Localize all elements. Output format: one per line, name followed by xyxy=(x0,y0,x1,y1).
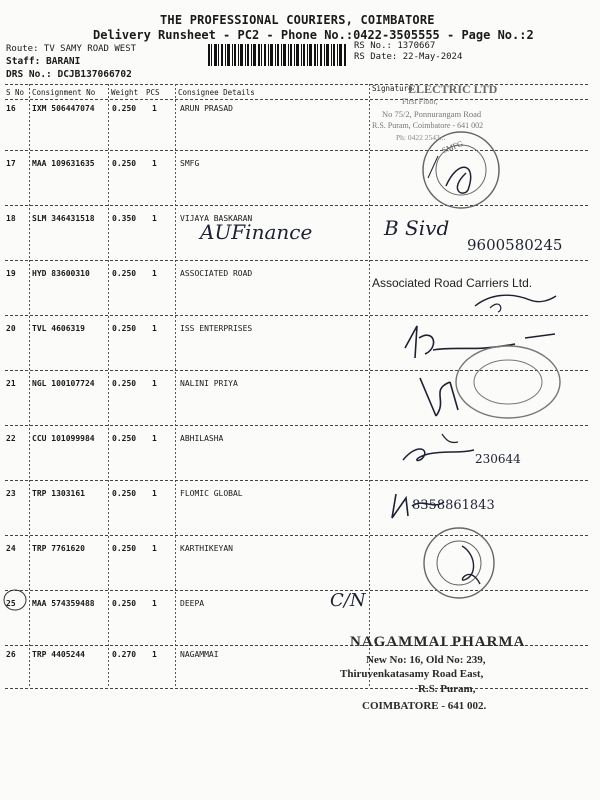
handwritten-note: AUFinance xyxy=(200,220,313,244)
row-consignee: ASSOCIATED ROAD xyxy=(180,269,253,278)
col-pcs: PCS xyxy=(146,88,160,97)
svg-text:SMFG: SMFG xyxy=(440,139,465,155)
row-weight: 0.350 xyxy=(112,214,137,223)
row-consignment-no: HYD 83600310 xyxy=(32,269,90,278)
row-consignee: SMFG xyxy=(180,159,200,168)
row25-cn-note: C/N xyxy=(330,590,366,611)
row-weight: 0.250 xyxy=(112,599,137,608)
row-consignment-no: SLM 346431518 xyxy=(32,214,95,223)
row-weight: 0.250 xyxy=(112,324,137,333)
row-pcs: 1 xyxy=(152,159,157,168)
row23-phone: 8358861843 xyxy=(412,498,495,513)
row-weight: 0.250 xyxy=(112,544,137,553)
drs-label: DRS No.: DCJB137066702 xyxy=(6,69,132,80)
row-consignment-no: MAA 109631635 xyxy=(32,159,95,168)
row-sno: 21 xyxy=(6,379,16,388)
row-consignment-no: IXM 506447074 xyxy=(32,104,95,113)
row-sno: 25 xyxy=(6,599,16,608)
row-weight: 0.250 xyxy=(112,269,137,278)
row-sno: 20 xyxy=(6,324,16,333)
row-pcs: 1 xyxy=(152,489,157,498)
row22-signature xyxy=(398,430,478,470)
row-consignee: VIJAYA BASKARAN xyxy=(180,214,253,223)
row-pcs: 1 xyxy=(152,599,157,608)
electric-ltd-stamp: ELECTRIC LTD First Floor, No 75/2, Ponnurangam Road R.S. Puram, Coimbatore - 641 002 Ph: 0422 2543... xyxy=(372,82,498,142)
row-pcs: 1 xyxy=(152,324,157,333)
row-pcs: 1 xyxy=(152,269,157,278)
row21-signature xyxy=(410,370,470,422)
row-pcs: 1 xyxy=(152,434,157,443)
row-consignment-no: TVL 4606319 xyxy=(32,324,85,333)
route-label: Route: TV SAMY ROAD WEST xyxy=(6,44,137,54)
row-consignee: ABHILASHA xyxy=(180,434,224,443)
row-sno: 26 xyxy=(6,650,16,659)
row-sno: 17 xyxy=(6,159,16,168)
row-sno: 22 xyxy=(6,434,16,443)
row-consignment-no: CCU 101099984 xyxy=(32,434,95,443)
rs-number: RS No.: 1370667 xyxy=(354,41,436,51)
handwritten-signature: B Sivd xyxy=(384,216,450,240)
row-sno: 24 xyxy=(6,544,16,553)
barcode xyxy=(208,44,348,66)
row-weight: 0.250 xyxy=(112,159,137,168)
row-weight: 0.250 xyxy=(112,489,137,498)
row-consignment-no: MAA 574359488 xyxy=(32,599,95,608)
nagammai-pharma-stamp: NAGAMMAI PHARMA New No: 16, Old No: 239, Thiruvenkatasamy Road East, R.S. Puram, COIMBATORE - 641 002. xyxy=(340,634,526,712)
row-sno: 16 xyxy=(6,104,16,113)
row-consignee: ARUN PRASAD xyxy=(180,104,233,113)
col-consignee: Consignee Details xyxy=(178,88,255,97)
row-weight: 0.250 xyxy=(112,104,137,113)
smfg-round-stamp xyxy=(418,128,504,212)
row-consignment-no: TRP 4405244 xyxy=(32,650,85,659)
row-consignment-no: NGL 100107724 xyxy=(32,379,95,388)
row-sno: 23 xyxy=(6,489,16,498)
row-consignment-no: TRP 7761620 xyxy=(32,544,85,553)
row-consignee: DEEPA xyxy=(180,599,205,608)
row-consignee: KARTHIKEYAN xyxy=(180,544,233,553)
row-pcs: 1 xyxy=(152,214,157,223)
row19-signature xyxy=(470,290,560,316)
handwritten-phone: 9600580245 xyxy=(467,236,563,254)
row-weight: 0.250 xyxy=(112,379,137,388)
row-sno: 18 xyxy=(6,214,16,223)
col-sno: S No xyxy=(6,88,25,97)
row22-phone: 230644 xyxy=(475,452,521,466)
row-consignee: ISS ENTERPRISES xyxy=(180,324,253,333)
col-signature: Signature xyxy=(372,84,413,93)
row-consignee: NAGAMMAI xyxy=(180,650,219,659)
runsheet-subtitle: Delivery Runsheet - PC2 - Phone No.:0422-3505555 - Page No.:2 xyxy=(93,28,534,42)
row-weight: 0.270 xyxy=(112,650,137,659)
row-consignee: FLOMIC GLOBAL xyxy=(180,489,243,498)
company-title: THE PROFESSIONAL COURIERS, COIMBATORE xyxy=(160,13,435,27)
row-pcs: 1 xyxy=(152,379,157,388)
row-consignee: NALINI PRIYA xyxy=(180,379,238,388)
row-weight: 0.250 xyxy=(112,434,137,443)
circled-sno-mark xyxy=(2,588,28,612)
col-weight: Weight xyxy=(111,88,139,97)
associated-road-stamp: Associated Road Carriers Ltd. xyxy=(372,276,533,290)
row24-round-stamp xyxy=(418,524,500,602)
row-pcs: 1 xyxy=(152,650,157,659)
row-pcs: 1 xyxy=(152,544,157,553)
row-sno: 19 xyxy=(6,269,16,278)
row-pcs: 1 xyxy=(152,104,157,113)
col-consignment: Consignment No xyxy=(32,88,96,97)
row-consignment-no: TRP 1303161 xyxy=(32,489,85,498)
rs-date: RS Date: 22-May-2024 xyxy=(354,52,463,62)
staff-label: Staff: BARANI xyxy=(6,56,81,67)
